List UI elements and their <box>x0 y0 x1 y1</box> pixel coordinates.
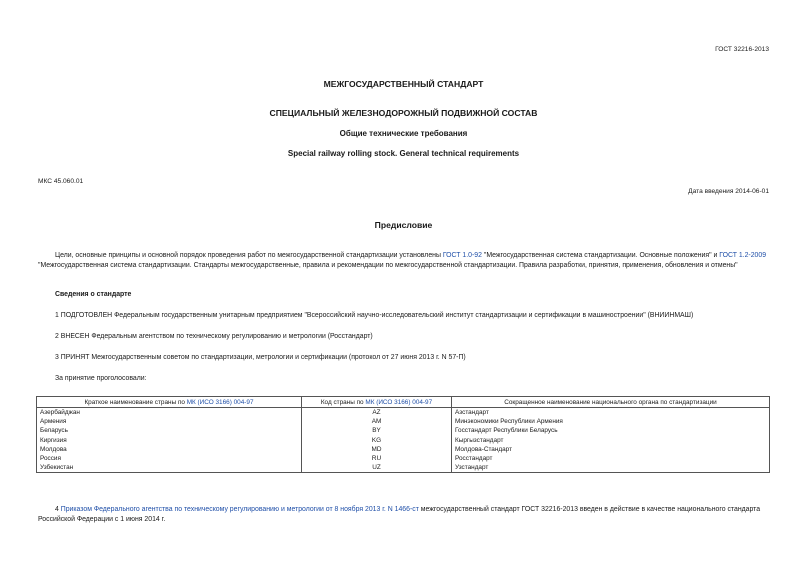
cell-country: Азербайджан <box>37 408 302 418</box>
cell-code: MD <box>302 445 452 454</box>
col-header-code <box>302 397 452 408</box>
cell-code: AM <box>302 417 452 426</box>
cell-country: Россия <box>37 454 302 463</box>
foreword-text-a: Цели, основные принципы и основной порядок проведения работ по межгосударственной стандартизации установлены <box>55 252 443 259</box>
foreword-text-b: "Межгосударственная система стандартизации. Основные положения" и <box>481 252 720 259</box>
cell-country: Беларусь <box>37 426 302 435</box>
foreword-text-c: "Межгосударственная система стандартизации. Стандарты межгосударственные, правила и рекомендации по межгосударственной стандартизации. Правила разработки, принятия, применения, обновления и отмены" <box>38 262 738 269</box>
table-row <box>37 408 770 418</box>
title-main: СПЕЦИАЛЬНЫЙ ЖЕЛЕЗНОДОРОЖНЫЙ ПОДВИЖНОЙ СОСТАВ <box>269 108 538 118</box>
cell-code: RU <box>302 454 452 463</box>
doc-code: ГОСТ 32216-2013 <box>715 46 769 53</box>
mk-iso-link-2[interactable]: МК (ИСО 3166) 004-97 <box>365 398 433 406</box>
voting-countries-table <box>36 396 770 473</box>
mks-code: МКС 45.060.01 <box>38 178 84 185</box>
voted-label: За принятие проголосовали: <box>55 375 147 382</box>
order-link[interactable]: Приказом Федерального агентства по техническому регулированию и метрологии от 8 ноября 2013 г. N 1466-ст <box>60 506 419 513</box>
gost-1-2-2009-link[interactable]: ГОСТ 1.2-2009 <box>719 252 767 259</box>
cell-body: Молдова-Стандарт <box>452 445 770 454</box>
table-row <box>37 417 770 426</box>
col-header-body: Сокращенное наименование национального органа по стандартизации <box>452 397 770 408</box>
cell-country: Узбекистан <box>37 463 302 473</box>
title-subtitle: Общие технические требования <box>339 129 468 138</box>
cell-body: Кыргызстандарт <box>452 436 770 445</box>
info-item-1: 1 ПОДГОТОВЛЕН Федеральным государственным унитарным предприятием "Всероссийский научно-исследовательский институт стандартизации и сертификации в машиностроении" (ВНИИНМАШ) <box>55 312 694 319</box>
col-header-code-text: Код страны по <box>320 398 366 406</box>
table-row <box>37 454 770 463</box>
table-row <box>37 426 770 435</box>
title-english: Special railway rolling stock. General technical requirements <box>287 149 520 158</box>
cell-country: Киргизия <box>37 436 302 445</box>
info-item-2: 2 ВНЕСЕН Федеральным агентством по техническому регулированию и метрологии (Росстандарт) <box>55 333 373 340</box>
cell-code: KG <box>302 436 452 445</box>
info-item-4-num: 4 <box>55 506 61 513</box>
col-header-country-text: Краткое наименование страны по <box>84 398 187 406</box>
table-row <box>37 445 770 454</box>
foreword-paragraph <box>38 251 768 271</box>
info-item-4 <box>38 505 768 525</box>
foreword-heading: Предисловие <box>374 220 433 230</box>
table-row <box>37 463 770 473</box>
col-header-country <box>37 397 302 408</box>
cell-country: Молдова <box>37 445 302 454</box>
cell-code: BY <box>302 426 452 435</box>
cell-code: AZ <box>302 408 452 418</box>
cell-body: Узстандарт <box>452 463 770 473</box>
cell-body: Росстандарт <box>452 454 770 463</box>
intro-date: Дата введения 2014-06-01 <box>688 188 769 195</box>
table-row <box>37 436 770 445</box>
cell-body: Госстандарт Республики Беларусь <box>452 426 770 435</box>
cell-body: Азстандарт <box>452 408 770 418</box>
info-item-3: 3 ПРИНЯТ Межгосударственным советом по стандартизации, метрологии и сертификации (протокол от 27 июня 2013 г. N 57-П) <box>55 354 466 361</box>
info-heading: Сведения о стандарте <box>55 291 132 298</box>
title-interstate-standard: МЕЖГОСУДАРСТВЕННЫЙ СТАНДАРТ <box>323 79 484 89</box>
cell-body: Минэкономики Республики Армения <box>452 417 770 426</box>
info-item-4-text: межгосударственный стандарт ГОСТ 32216-2013 введен в действие в качестве национального стандарта Российской Федерации с 1 июня 2014 г. <box>38 506 761 523</box>
cell-code: UZ <box>302 463 452 473</box>
mk-iso-link-1[interactable]: МК (ИСО 3166) 004-97 <box>186 398 254 406</box>
gost-1-0-92-link[interactable]: ГОСТ 1.0-92 <box>442 252 482 259</box>
table-header-row <box>37 397 770 408</box>
cell-country: Армения <box>37 417 302 426</box>
